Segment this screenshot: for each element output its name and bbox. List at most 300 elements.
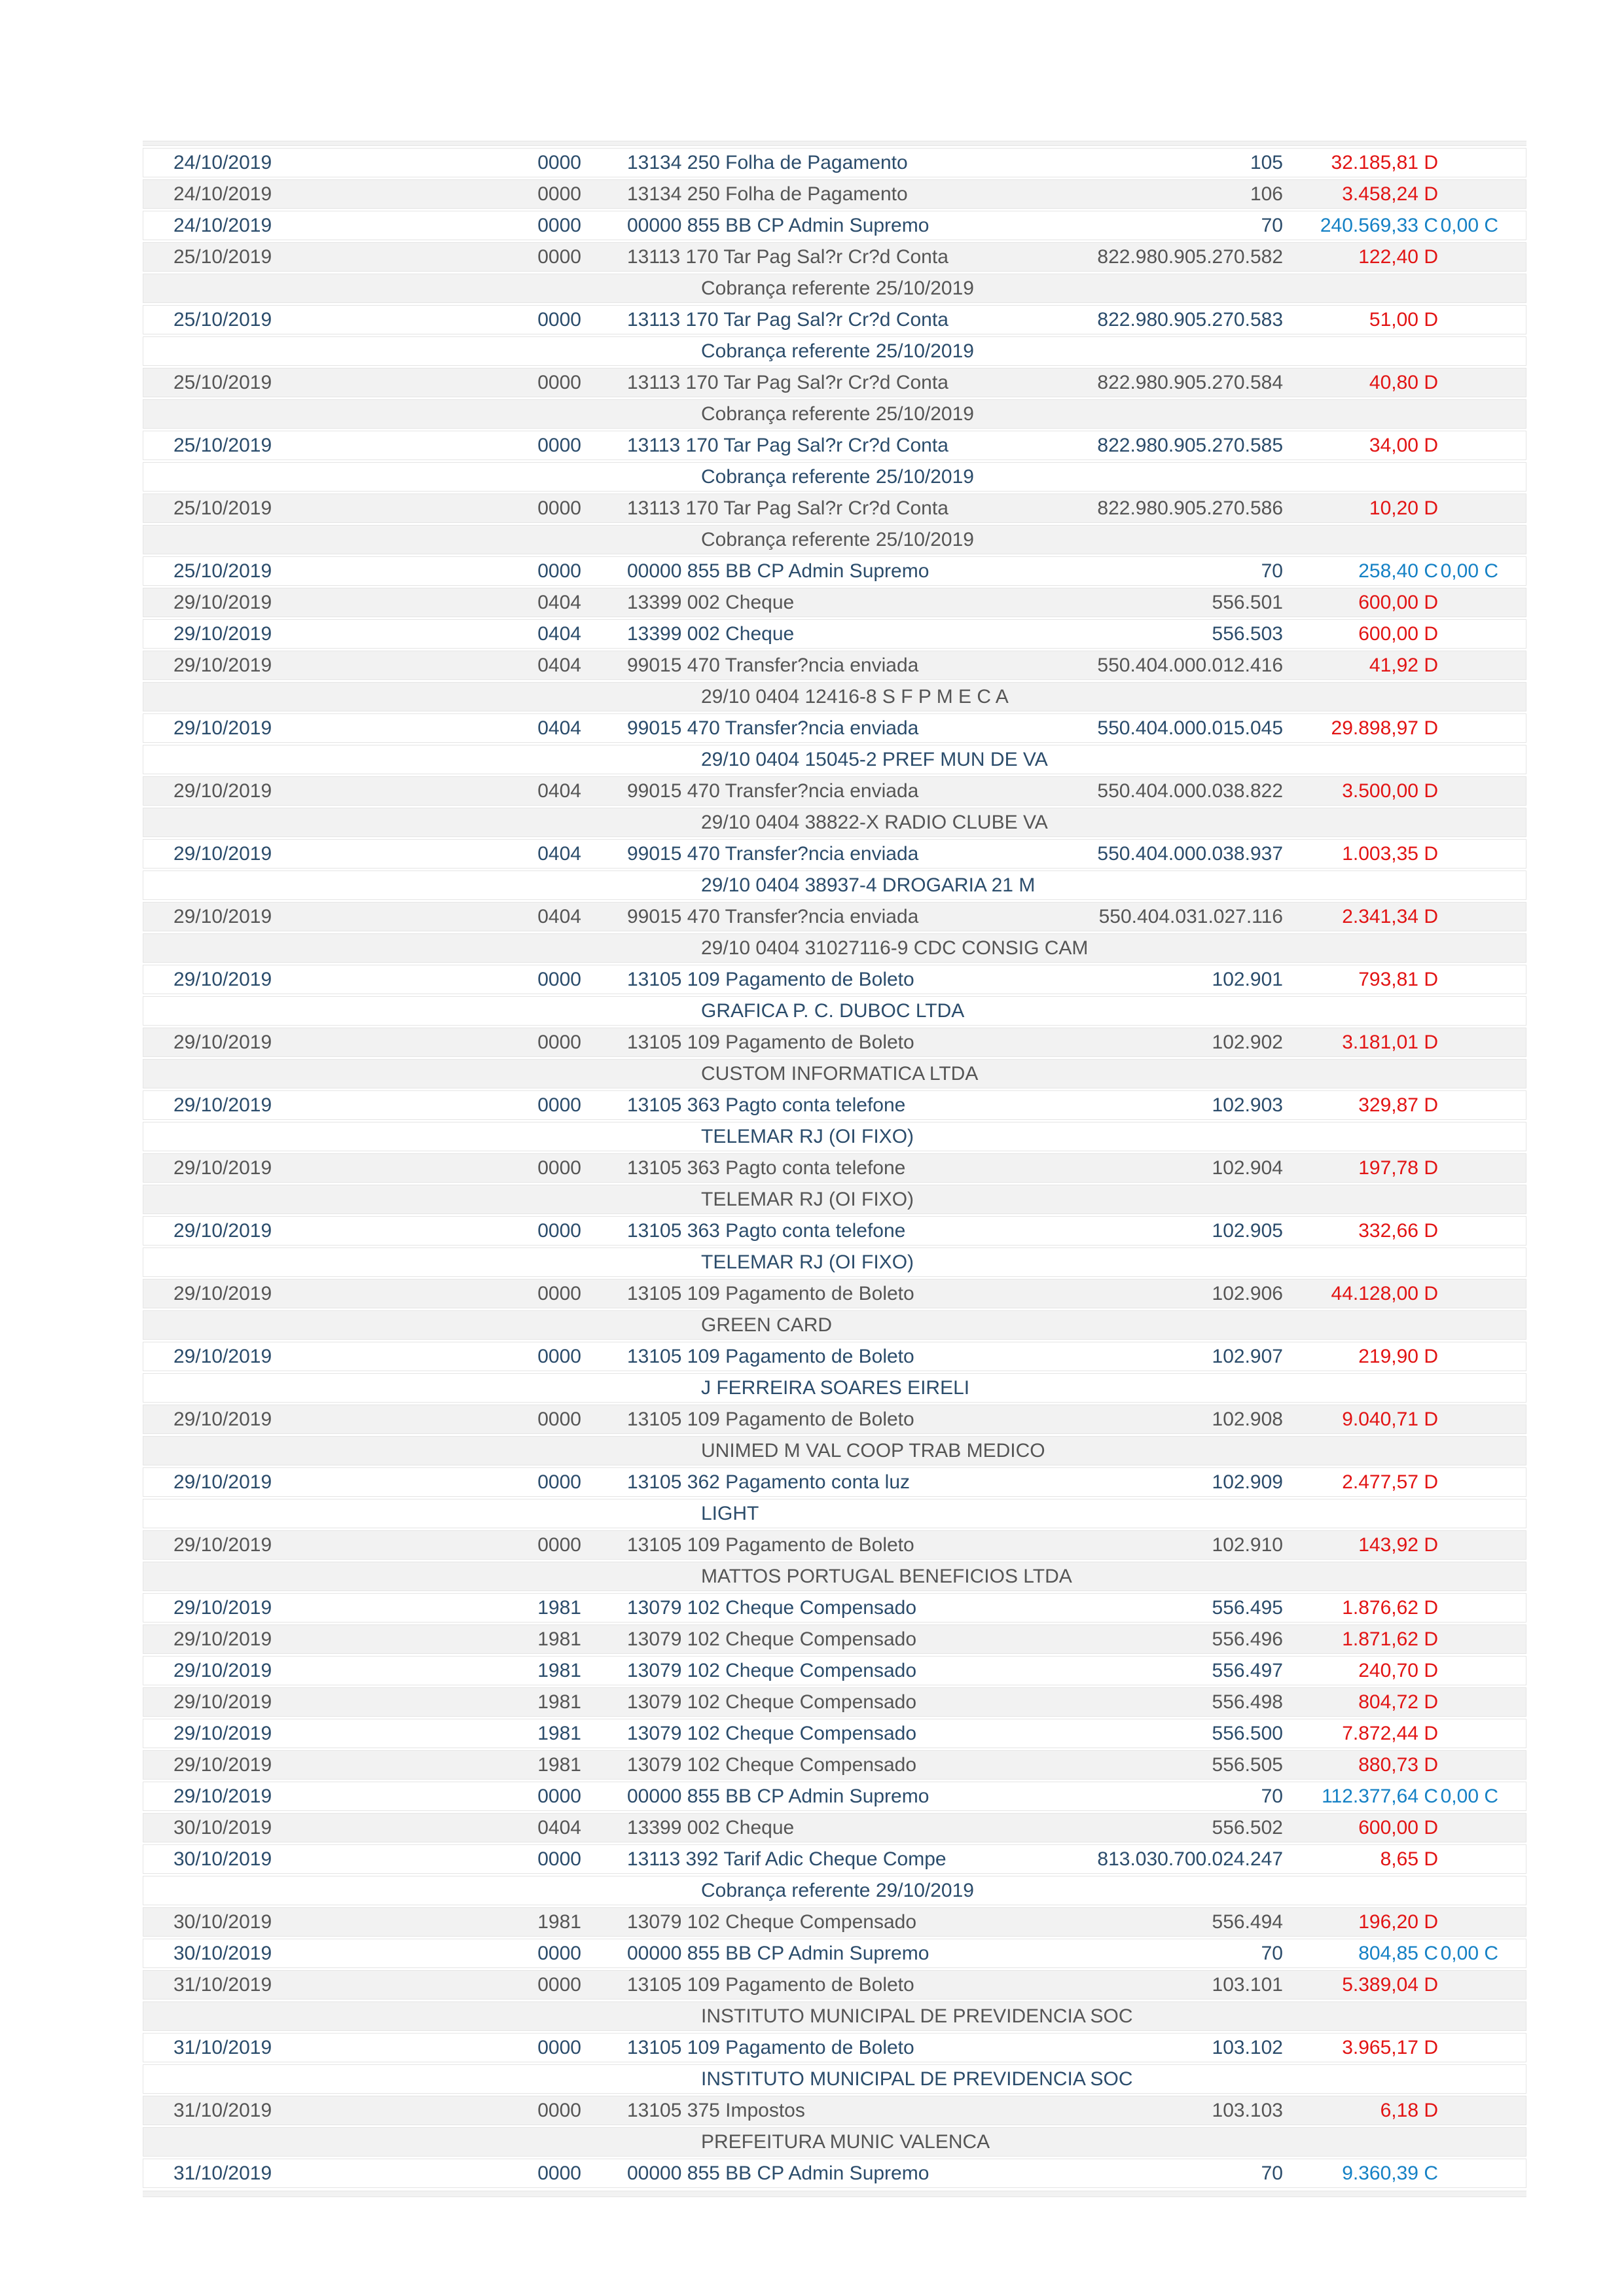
- description-cell: 13113 170 Tar Pag Sal?r Cr?d Conta: [589, 368, 1060, 397]
- description-cell: 99015 470 Transfer?ncia enviada: [589, 902, 1060, 931]
- transaction-row: [143, 1090, 1526, 1120]
- note-cell: MATTOS PORTUGAL BENEFICIOS LTDA: [143, 1562, 1526, 1591]
- secondary-amount-cell: [1440, 242, 1526, 272]
- secondary-amount-cell: 0,00 C: [1440, 556, 1526, 586]
- agency-cell: 0404: [419, 651, 589, 680]
- document-cell: 822.980.905.270.586: [1060, 493, 1286, 523]
- document-cell: 550.404.000.015.045: [1060, 713, 1286, 743]
- description-cell: 13105 109 Pagamento de Boleto: [589, 1342, 1060, 1371]
- secondary-amount-cell: [1440, 651, 1526, 680]
- amount-cell: 600,00 D: [1286, 619, 1440, 649]
- amount-cell: 600,00 D: [1286, 588, 1440, 617]
- next-row-sliver: [143, 2191, 1526, 2197]
- agency-cell: 1981: [419, 1750, 589, 1780]
- secondary-amount-cell: [1440, 1342, 1526, 1371]
- description-cell: 13079 102 Cheque Compensado: [589, 1593, 1060, 1623]
- document-cell: 102.908: [1060, 1405, 1286, 1434]
- agency-cell: 0000: [419, 1279, 589, 1308]
- continuation-row: [143, 399, 1526, 429]
- transaction-row: [143, 965, 1526, 994]
- secondary-amount-cell: [1440, 839, 1526, 869]
- date-cell: 29/10/2019: [143, 713, 419, 743]
- document-cell: 813.030.700.024.247: [1060, 1844, 1286, 1874]
- date-cell: 29/10/2019: [143, 1656, 419, 1685]
- amount-cell: 197,78 D: [1286, 1153, 1440, 1183]
- transaction-row: [143, 179, 1526, 209]
- transaction-row: [143, 1530, 1526, 1560]
- document-cell: 556.501: [1060, 588, 1286, 617]
- agency-cell: 0404: [419, 839, 589, 869]
- continuation-row: [143, 870, 1526, 900]
- transactions-table: [143, 146, 1526, 2190]
- document-cell: 102.907: [1060, 1342, 1286, 1371]
- agency-cell: 0000: [419, 2159, 589, 2188]
- note-cell: Cobrança referente 25/10/2019: [143, 336, 1526, 366]
- transaction-row: [143, 211, 1526, 240]
- secondary-amount-cell: [1440, 1844, 1526, 1874]
- description-cell: 13113 170 Tar Pag Sal?r Cr?d Conta: [589, 431, 1060, 460]
- agency-cell: 0000: [419, 368, 589, 397]
- amount-cell: 3.181,01 D: [1286, 1028, 1440, 1057]
- date-cell: 24/10/2019: [143, 148, 419, 177]
- description-cell: 13105 363 Pagto conta telefone: [589, 1153, 1060, 1183]
- secondary-amount-cell: [1440, 1970, 1526, 2000]
- agency-cell: 1981: [419, 1656, 589, 1685]
- agency-cell: 0000: [419, 2096, 589, 2125]
- continuation-row: [143, 1122, 1526, 1151]
- secondary-amount-cell: [1440, 2033, 1526, 2062]
- amount-cell: 8,65 D: [1286, 1844, 1440, 1874]
- continuation-row: [143, 682, 1526, 711]
- agency-cell: 0000: [419, 179, 589, 209]
- note-cell: PREFEITURA MUNIC VALENCA: [143, 2127, 1526, 2157]
- amount-cell: 219,90 D: [1286, 1342, 1440, 1371]
- agency-cell: 0000: [419, 1216, 589, 1246]
- continuation-row: [143, 1185, 1526, 1214]
- transaction-row: [143, 2096, 1526, 2125]
- amount-cell: 329,87 D: [1286, 1090, 1440, 1120]
- amount-cell: 3.458,24 D: [1286, 179, 1440, 209]
- note-cell: TELEMAR RJ (OI FIXO): [143, 1185, 1526, 1214]
- transaction-row: [143, 776, 1526, 806]
- transaction-row: [143, 1970, 1526, 2000]
- document-cell: 70: [1060, 556, 1286, 586]
- date-cell: 29/10/2019: [143, 839, 419, 869]
- amount-cell: 2.341,34 D: [1286, 902, 1440, 931]
- note-cell: TELEMAR RJ (OI FIXO): [143, 1122, 1526, 1151]
- continuation-row: [143, 1562, 1526, 1591]
- amount-cell: 804,85 C: [1286, 1939, 1440, 1968]
- transaction-row: [143, 1719, 1526, 1748]
- description-cell: 13399 002 Cheque: [589, 1813, 1060, 1842]
- agency-cell: 1981: [419, 1624, 589, 1654]
- secondary-amount-cell: [1440, 1530, 1526, 1560]
- note-cell: LIGHT: [143, 1499, 1526, 1528]
- secondary-amount-cell: [1440, 2159, 1526, 2188]
- transaction-row: [143, 1467, 1526, 1497]
- note-cell: INSTITUTO MUNICIPAL DE PREVIDENCIA SOC: [143, 2064, 1526, 2094]
- description-cell: 99015 470 Transfer?ncia enviada: [589, 713, 1060, 743]
- description-cell: 00000 855 BB CP Admin Supremo: [589, 1939, 1060, 1968]
- note-cell: Cobrança referente 29/10/2019: [143, 1876, 1526, 1905]
- document-cell: 105: [1060, 148, 1286, 177]
- secondary-amount-cell: [1440, 305, 1526, 334]
- secondary-amount-cell: [1440, 1090, 1526, 1120]
- agency-cell: 0000: [419, 1405, 589, 1434]
- secondary-amount-cell: [1440, 1467, 1526, 1497]
- amount-cell: 332,66 D: [1286, 1216, 1440, 1246]
- agency-cell: 1981: [419, 1719, 589, 1748]
- note-cell: 29/10 0404 38937-4 DROGARIA 21 M: [143, 870, 1526, 900]
- date-cell: 29/10/2019: [143, 1216, 419, 1246]
- agency-cell: 0404: [419, 619, 589, 649]
- document-cell: 550.404.000.012.416: [1060, 651, 1286, 680]
- document-cell: 550.404.000.038.822: [1060, 776, 1286, 806]
- description-cell: 13079 102 Cheque Compensado: [589, 1719, 1060, 1748]
- transaction-row: [143, 619, 1526, 649]
- document-cell: 102.910: [1060, 1530, 1286, 1560]
- document-cell: 556.503: [1060, 619, 1286, 649]
- document-cell: 556.495: [1060, 1593, 1286, 1623]
- date-cell: 29/10/2019: [143, 1750, 419, 1780]
- date-cell: 29/10/2019: [143, 1405, 419, 1434]
- document-cell: 550.404.000.038.937: [1060, 839, 1286, 869]
- date-cell: 25/10/2019: [143, 556, 419, 586]
- description-cell: 13113 392 Tarif Adic Cheque Compe: [589, 1844, 1060, 1874]
- agency-cell: 0000: [419, 148, 589, 177]
- amount-cell: 880,73 D: [1286, 1750, 1440, 1780]
- document-cell: 822.980.905.270.582: [1060, 242, 1286, 272]
- amount-cell: 122,40 D: [1286, 242, 1440, 272]
- amount-cell: 196,20 D: [1286, 1907, 1440, 1937]
- amount-cell: 34,00 D: [1286, 431, 1440, 460]
- amount-cell: 29.898,97 D: [1286, 713, 1440, 743]
- agency-cell: 0404: [419, 713, 589, 743]
- document-cell: 556.496: [1060, 1624, 1286, 1654]
- description-cell: 13079 102 Cheque Compensado: [589, 1750, 1060, 1780]
- transaction-row: [143, 2033, 1526, 2062]
- date-cell: 30/10/2019: [143, 1939, 419, 1968]
- date-cell: 29/10/2019: [143, 1782, 419, 1811]
- document-cell: 556.498: [1060, 1687, 1286, 1717]
- date-cell: 29/10/2019: [143, 1467, 419, 1497]
- amount-cell: 32.185,81 D: [1286, 148, 1440, 177]
- amount-cell: 51,00 D: [1286, 305, 1440, 334]
- agency-cell: 0000: [419, 1467, 589, 1497]
- amount-cell: 3.500,00 D: [1286, 776, 1440, 806]
- note-cell: Cobrança referente 25/10/2019: [143, 274, 1526, 303]
- document-cell: 70: [1060, 211, 1286, 240]
- document-cell: 822.980.905.270.585: [1060, 431, 1286, 460]
- amount-cell: 600,00 D: [1286, 1813, 1440, 1842]
- secondary-amount-cell: 0,00 C: [1440, 211, 1526, 240]
- note-cell: TELEMAR RJ (OI FIXO): [143, 1247, 1526, 1277]
- secondary-amount-cell: 0,00 C: [1440, 1939, 1526, 1968]
- continuation-row: [143, 1310, 1526, 1340]
- agency-cell: 0000: [419, 965, 589, 994]
- amount-cell: 143,92 D: [1286, 1530, 1440, 1560]
- agency-cell: 0404: [419, 1813, 589, 1842]
- agency-cell: 0000: [419, 211, 589, 240]
- document-cell: 102.902: [1060, 1028, 1286, 1057]
- agency-cell: 0000: [419, 1970, 589, 2000]
- date-cell: 29/10/2019: [143, 902, 419, 931]
- amount-cell: 7.872,44 D: [1286, 1719, 1440, 1748]
- continuation-row: [143, 1059, 1526, 1088]
- description-cell: 13113 170 Tar Pag Sal?r Cr?d Conta: [589, 305, 1060, 334]
- transaction-row: [143, 1907, 1526, 1937]
- transaction-row: [143, 493, 1526, 523]
- document-cell: 822.980.905.270.584: [1060, 368, 1286, 397]
- transaction-row: [143, 1624, 1526, 1654]
- description-cell: 13105 362 Pagamento conta luz: [589, 1467, 1060, 1497]
- amount-cell: 240.569,33 C: [1286, 211, 1440, 240]
- description-cell: 13105 109 Pagamento de Boleto: [589, 1028, 1060, 1057]
- note-cell: GRAFICA P. C. DUBOC LTDA: [143, 996, 1526, 1026]
- date-cell: 29/10/2019: [143, 1530, 419, 1560]
- note-cell: 29/10 0404 12416-8 S F P M E C A: [143, 682, 1526, 711]
- secondary-amount-cell: [1440, 588, 1526, 617]
- amount-cell: 9.040,71 D: [1286, 1405, 1440, 1434]
- date-cell: 29/10/2019: [143, 588, 419, 617]
- transaction-row: [143, 651, 1526, 680]
- document-cell: 556.497: [1060, 1656, 1286, 1685]
- continuation-row: [143, 1247, 1526, 1277]
- amount-cell: 41,92 D: [1286, 651, 1440, 680]
- date-cell: 29/10/2019: [143, 1624, 419, 1654]
- date-cell: 25/10/2019: [143, 493, 419, 523]
- agency-cell: 0000: [419, 1844, 589, 1874]
- transaction-row: [143, 2159, 1526, 2188]
- document-cell: 103.102: [1060, 2033, 1286, 2062]
- date-cell: 31/10/2019: [143, 2096, 419, 2125]
- amount-cell: 6,18 D: [1286, 2096, 1440, 2125]
- continuation-row: [143, 1436, 1526, 1465]
- transaction-row: [143, 1405, 1526, 1434]
- transaction-row: [143, 1750, 1526, 1780]
- description-cell: 13105 109 Pagamento de Boleto: [589, 965, 1060, 994]
- transaction-row: [143, 1216, 1526, 1246]
- description-cell: 13105 109 Pagamento de Boleto: [589, 1970, 1060, 2000]
- document-cell: 106: [1060, 179, 1286, 209]
- continuation-row: [143, 462, 1526, 492]
- secondary-amount-cell: [1440, 776, 1526, 806]
- agency-cell: 0000: [419, 556, 589, 586]
- agency-cell: 1981: [419, 1593, 589, 1623]
- secondary-amount-cell: [1440, 1719, 1526, 1748]
- transaction-row: [143, 1813, 1526, 1842]
- description-cell: 13105 109 Pagamento de Boleto: [589, 1530, 1060, 1560]
- description-cell: 13079 102 Cheque Compensado: [589, 1907, 1060, 1937]
- description-cell: 13134 250 Folha de Pagamento: [589, 179, 1060, 209]
- amount-cell: 40,80 D: [1286, 368, 1440, 397]
- secondary-amount-cell: [1440, 2096, 1526, 2125]
- date-cell: 25/10/2019: [143, 242, 419, 272]
- agency-cell: 0000: [419, 305, 589, 334]
- amount-cell: 1.876,62 D: [1286, 1593, 1440, 1623]
- agency-cell: 0000: [419, 242, 589, 272]
- transaction-row: [143, 305, 1526, 334]
- document-cell: 550.404.031.027.116: [1060, 902, 1286, 931]
- agency-cell: 0404: [419, 588, 589, 617]
- note-cell: 29/10 0404 31027116-9 CDC CONSIG CAM: [143, 933, 1526, 963]
- agency-cell: 0000: [419, 2033, 589, 2062]
- secondary-amount-cell: 0,00 C: [1440, 1782, 1526, 1811]
- description-cell: 13079 102 Cheque Compensado: [589, 1687, 1060, 1717]
- agency-cell: 0000: [419, 1028, 589, 1057]
- secondary-amount-cell: [1440, 1687, 1526, 1717]
- amount-cell: 793,81 D: [1286, 965, 1440, 994]
- note-cell: 29/10 0404 38822-X RADIO CLUBE VA: [143, 808, 1526, 837]
- amount-cell: 1.003,35 D: [1286, 839, 1440, 869]
- date-cell: 24/10/2019: [143, 179, 419, 209]
- continuation-row: [143, 2064, 1526, 2094]
- note-cell: INSTITUTO MUNICIPAL DE PREVIDENCIA SOC: [143, 2001, 1526, 2031]
- date-cell: 25/10/2019: [143, 431, 419, 460]
- transactions-statement: [143, 141, 1526, 2197]
- amount-cell: 9.360,39 C: [1286, 2159, 1440, 2188]
- description-cell: 13113 170 Tar Pag Sal?r Cr?d Conta: [589, 242, 1060, 272]
- date-cell: 29/10/2019: [143, 1279, 419, 1308]
- description-cell: 99015 470 Transfer?ncia enviada: [589, 839, 1060, 869]
- transaction-row: [143, 1342, 1526, 1371]
- document-cell: 70: [1060, 1782, 1286, 1811]
- document-cell: 70: [1060, 1939, 1286, 1968]
- continuation-row: [143, 2127, 1526, 2157]
- secondary-amount-cell: [1440, 1405, 1526, 1434]
- description-cell: 13399 002 Cheque: [589, 619, 1060, 649]
- document-cell: 70: [1060, 2159, 1286, 2188]
- description-cell: 13105 109 Pagamento de Boleto: [589, 2033, 1060, 2062]
- continuation-row: [143, 996, 1526, 1026]
- description-cell: 13105 109 Pagamento de Boleto: [589, 1279, 1060, 1308]
- document-cell: 102.906: [1060, 1279, 1286, 1308]
- document-cell: 103.101: [1060, 1970, 1286, 2000]
- secondary-amount-cell: [1440, 619, 1526, 649]
- description-cell: 13134 250 Folha de Pagamento: [589, 148, 1060, 177]
- transaction-row: [143, 902, 1526, 931]
- note-cell: Cobrança referente 25/10/2019: [143, 399, 1526, 429]
- date-cell: 29/10/2019: [143, 651, 419, 680]
- secondary-amount-cell: [1440, 1153, 1526, 1183]
- date-cell: 25/10/2019: [143, 368, 419, 397]
- continuation-row: [143, 1373, 1526, 1403]
- date-cell: 29/10/2019: [143, 1153, 419, 1183]
- transaction-row: [143, 1593, 1526, 1623]
- date-cell: 31/10/2019: [143, 2033, 419, 2062]
- description-cell: 13105 109 Pagamento de Boleto: [589, 1405, 1060, 1434]
- date-cell: 29/10/2019: [143, 1342, 419, 1371]
- document-cell: 103.103: [1060, 2096, 1286, 2125]
- secondary-amount-cell: [1440, 1813, 1526, 1842]
- continuation-row: [143, 808, 1526, 837]
- description-cell: 00000 855 BB CP Admin Supremo: [589, 1782, 1060, 1811]
- agency-cell: 1981: [419, 1907, 589, 1937]
- date-cell: 25/10/2019: [143, 305, 419, 334]
- agency-cell: 0000: [419, 1090, 589, 1120]
- date-cell: 30/10/2019: [143, 1844, 419, 1874]
- amount-cell: 1.871,62 D: [1286, 1624, 1440, 1654]
- continuation-row: [143, 274, 1526, 303]
- agency-cell: 0404: [419, 902, 589, 931]
- secondary-amount-cell: [1440, 1750, 1526, 1780]
- secondary-amount-cell: [1440, 1028, 1526, 1057]
- description-cell: 00000 855 BB CP Admin Supremo: [589, 2159, 1060, 2188]
- document-cell: 102.904: [1060, 1153, 1286, 1183]
- note-cell: GREEN CARD: [143, 1310, 1526, 1340]
- document-cell: 556.500: [1060, 1719, 1286, 1748]
- secondary-amount-cell: [1440, 148, 1526, 177]
- secondary-amount-cell: [1440, 713, 1526, 743]
- transaction-row: [143, 1656, 1526, 1685]
- agency-cell: 0000: [419, 1530, 589, 1560]
- continuation-row: [143, 933, 1526, 963]
- note-cell: CUSTOM INFORMATICA LTDA: [143, 1059, 1526, 1088]
- amount-cell: 112.377,64 C: [1286, 1782, 1440, 1811]
- transaction-row: [143, 1782, 1526, 1811]
- secondary-amount-cell: [1440, 431, 1526, 460]
- transaction-row: [143, 1939, 1526, 1968]
- description-cell: 00000 855 BB CP Admin Supremo: [589, 211, 1060, 240]
- secondary-amount-cell: [1440, 965, 1526, 994]
- agency-cell: 0000: [419, 1939, 589, 1968]
- secondary-amount-cell: [1440, 1216, 1526, 1246]
- secondary-amount-cell: [1440, 179, 1526, 209]
- document-cell: 102.901: [1060, 965, 1286, 994]
- description-cell: 99015 470 Transfer?ncia enviada: [589, 651, 1060, 680]
- note-cell: 29/10 0404 15045-2 PREF MUN DE VA: [143, 745, 1526, 774]
- document-cell: 102.909: [1060, 1467, 1286, 1497]
- continuation-row: [143, 1876, 1526, 1905]
- description-cell: 13113 170 Tar Pag Sal?r Cr?d Conta: [589, 493, 1060, 523]
- continuation-row: [143, 2001, 1526, 2031]
- secondary-amount-cell: [1440, 1624, 1526, 1654]
- agency-cell: 0000: [419, 493, 589, 523]
- continuation-row: [143, 525, 1526, 554]
- date-cell: 29/10/2019: [143, 1028, 419, 1057]
- continuation-row: [143, 336, 1526, 366]
- transaction-row: [143, 588, 1526, 617]
- agency-cell: 0404: [419, 776, 589, 806]
- continuation-row: [143, 1499, 1526, 1528]
- note-cell: Cobrança referente 25/10/2019: [143, 462, 1526, 492]
- transaction-row: [143, 839, 1526, 869]
- description-cell: 99015 470 Transfer?ncia enviada: [589, 776, 1060, 806]
- description-cell: 13105 363 Pagto conta telefone: [589, 1090, 1060, 1120]
- date-cell: 29/10/2019: [143, 1719, 419, 1748]
- date-cell: 29/10/2019: [143, 965, 419, 994]
- amount-cell: 44.128,00 D: [1286, 1279, 1440, 1308]
- note-cell: J FERREIRA SOARES EIRELI: [143, 1373, 1526, 1403]
- amount-cell: 3.965,17 D: [1286, 2033, 1440, 2062]
- date-cell: 29/10/2019: [143, 1593, 419, 1623]
- date-cell: 30/10/2019: [143, 1907, 419, 1937]
- transaction-row: [143, 556, 1526, 586]
- date-cell: 29/10/2019: [143, 1687, 419, 1717]
- date-cell: 30/10/2019: [143, 1813, 419, 1842]
- document-cell: 556.505: [1060, 1750, 1286, 1780]
- amount-cell: 10,20 D: [1286, 493, 1440, 523]
- transaction-row: [143, 242, 1526, 272]
- transaction-row: [143, 431, 1526, 460]
- document-cell: 822.980.905.270.583: [1060, 305, 1286, 334]
- secondary-amount-cell: [1440, 1656, 1526, 1685]
- transaction-row: [143, 713, 1526, 743]
- secondary-amount-cell: [1440, 493, 1526, 523]
- amount-cell: 258,40 C: [1286, 556, 1440, 586]
- transaction-row: [143, 368, 1526, 397]
- description-cell: 13079 102 Cheque Compensado: [589, 1656, 1060, 1685]
